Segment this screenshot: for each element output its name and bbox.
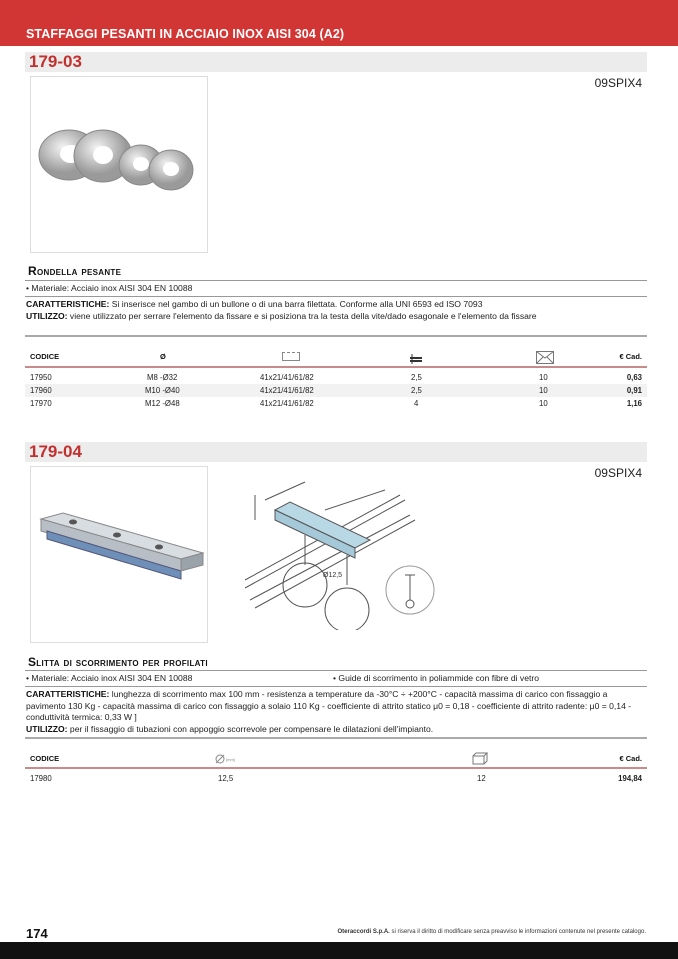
diameter-mm-icon <box>215 754 237 764</box>
description <box>26 299 648 322</box>
cell-diameter: M8 -Ø32 <box>147 373 178 382</box>
page-header <box>0 0 678 46</box>
cell-pack: 12 <box>477 774 486 783</box>
col-price: € Cad. <box>619 352 642 361</box>
cell-codice: 17950 <box>30 373 52 382</box>
cell-dims: 41x21/41/61/82 <box>260 373 314 382</box>
page-title: STAFFAGGI PESANTI IN ACCIAIO INOX AISI 304 (A2) <box>26 27 345 41</box>
product-title: Slitta di scorrimento per profilati <box>28 655 208 669</box>
table-row <box>25 772 647 785</box>
cell-thickness: 4 <box>414 399 419 408</box>
cell-dims: 41x21/41/61/82 <box>260 399 314 408</box>
cell-codice: 17970 <box>30 399 52 408</box>
table-header-rule <box>25 366 647 368</box>
table-row <box>25 397 647 410</box>
material-text: • Materiale: Acciaio inox AISI 304 EN 10088 <box>26 673 193 683</box>
cell-codice: 17980 <box>30 774 52 783</box>
caratteristiche-label: CARATTERISTICHE: <box>26 299 110 309</box>
product-image <box>30 466 208 643</box>
product-title: Rondella pesante <box>28 264 122 278</box>
divider <box>25 280 647 281</box>
company-name: Oteraccordi S.p.A. <box>337 929 390 935</box>
package-box-icon <box>472 752 488 765</box>
footer-notice <box>338 929 647 935</box>
col-codice: CODICE <box>30 754 60 763</box>
cell-price: 1,16 <box>626 399 642 408</box>
product-image <box>30 76 208 253</box>
cell-pack: 10 <box>539 373 548 382</box>
caratteristiche-text: lunghezza di scorrimento max 100 mm - resistenza a temperature da -30°C ÷ +200°C - capacità massima di carico con fissaggio a pavimento 130 Kg - capacità massima di carico con fissaggio a solaio 110 Kg - coefficiente di attrito statico μ0 = 0,18 - coefficiente di attrito radente: μ0 = 0,14 - conduttività termica: 0,33 W ] <box>26 689 632 722</box>
cell-diameter: 12,5 <box>218 774 234 783</box>
product-code-bar <box>25 52 647 72</box>
page-number: 174 <box>26 926 48 941</box>
washers-image <box>31 77 207 252</box>
caratteristiche-text: Si inserisce nel gambo di un bullone o di una barra filettata. Conforme alla UNI 6593 ed ISO 7093 <box>109 299 483 309</box>
cell-pack: 10 <box>539 399 548 408</box>
product-ref: 09SPIX4 <box>594 76 642 90</box>
divider <box>25 737 647 739</box>
cell-thickness: 2,5 <box>411 373 422 382</box>
table-row <box>25 384 647 397</box>
table-row <box>25 371 647 384</box>
cell-dims: 41x21/41/61/82 <box>260 386 314 395</box>
thickness-icon <box>408 353 424 365</box>
material-text: • Guide di scorrimento in poliammide con fibre di vetro <box>333 673 540 683</box>
product-code-bar <box>25 442 647 462</box>
technical-drawing <box>235 480 440 630</box>
divider <box>25 670 647 671</box>
package-icon <box>536 351 554 364</box>
col-diameter: Ø <box>160 352 166 361</box>
utilizzo-label: UTILIZZO: <box>26 310 68 321</box>
footer-bar <box>0 942 678 959</box>
cell-thickness: 2,5 <box>411 386 422 395</box>
cell-pack: 10 <box>539 386 548 395</box>
utilizzo-label: UTILIZZO: <box>26 723 68 734</box>
description <box>26 689 648 735</box>
divider <box>25 686 647 687</box>
cell-price: 0,63 <box>626 373 642 382</box>
utilizzo-text: per il fissaggio di tubazioni con appoggio scorrevole per compensare le dilatazioni dell'impianto. <box>67 723 434 734</box>
drawing-label: Ø12,5 <box>323 572 343 579</box>
cell-price: 194,84 <box>618 774 642 783</box>
slide-image <box>31 467 207 642</box>
profile-dimension-icon <box>282 352 300 361</box>
cell-diameter: M10 -Ø40 <box>145 386 180 395</box>
utilizzo-text: viene utilizzato per serrare l'elemento da fissare e si posiziona tra la testa della vite/dado esagonale e l'elemento da fissare <box>67 310 537 321</box>
product-code: 179-04 <box>29 442 82 461</box>
product-code: 179-03 <box>29 52 82 71</box>
divider <box>25 296 647 297</box>
divider <box>25 335 647 337</box>
col-price: € Cad. <box>619 754 642 763</box>
notice-text: si riserva il diritto di modificare senza preavviso le informazioni contenute nel presente catalogo. <box>389 929 646 935</box>
product-ref: 09SPIX4 <box>594 466 642 480</box>
material-text: • Materiale: Acciaio inox AISI 304 EN 10088 <box>26 283 193 293</box>
svg-text:[mm]: [mm] <box>226 757 235 762</box>
cell-codice: 17960 <box>30 386 52 395</box>
caratteristiche-label: CARATTERISTICHE: <box>26 689 110 699</box>
table-header-rule <box>25 767 647 769</box>
cell-price: 0,91 <box>626 386 642 395</box>
cell-diameter: M12 -Ø48 <box>145 399 180 408</box>
col-codice: CODICE <box>30 352 60 361</box>
